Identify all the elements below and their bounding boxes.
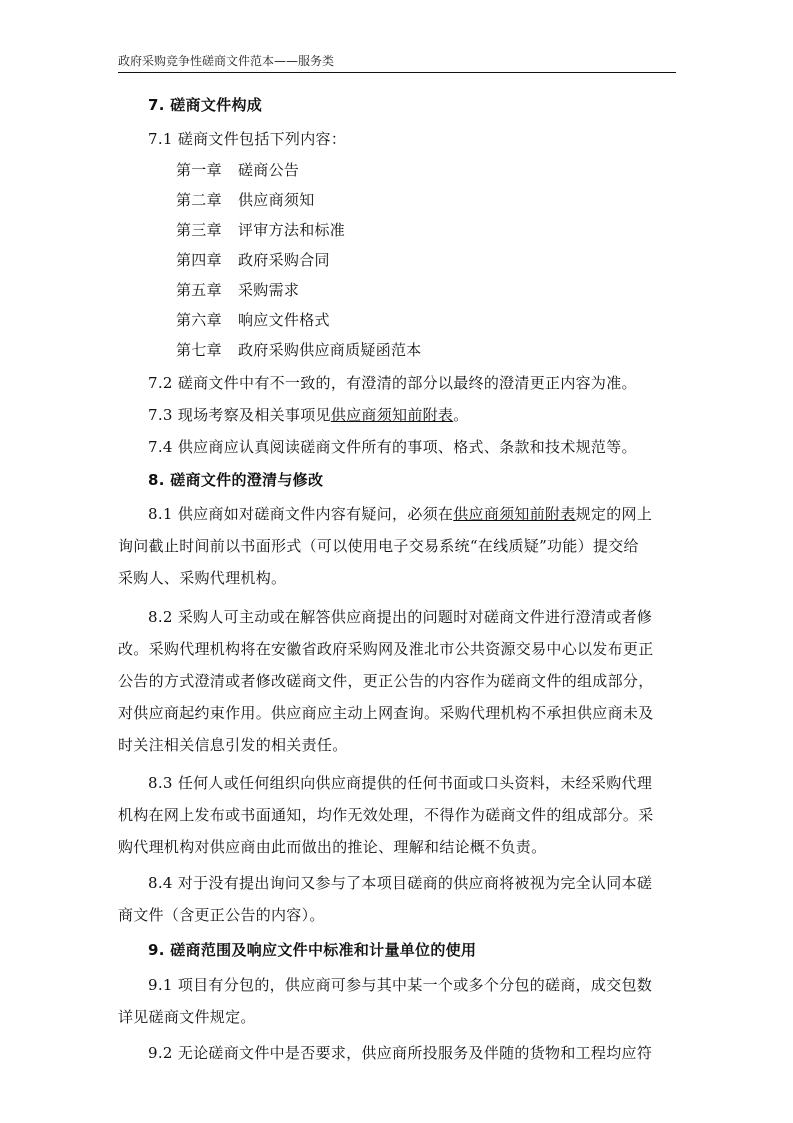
section-9-heading: 9. 磋商范围及响应文件中标准和计量单位的使用: [148, 941, 477, 959]
paragraph-9-2: 9.2 无论磋商文件中是否要求，供应商所投服务及伴随的货物和工程均应符: [148, 1044, 653, 1062]
section-7-heading: 7. 磋商文件构成: [148, 96, 263, 114]
paragraph-8-3-line: 机构在网上发布或书面通知，均作无效处理，不得作为磋商文件的组成部分。采: [118, 806, 654, 824]
chapter-item: 第一章 磋商公告: [176, 161, 300, 179]
chapter-item: 第四章 政府采购合同: [176, 251, 330, 269]
paragraph-8-1-line: 询问截止时间前以书面形式（可以使用电子交易系统“在线质疑”功能）提交给: [118, 537, 639, 555]
chapter-item: 第三章 评审方法和标准: [176, 221, 346, 239]
section-8-heading: 8. 磋商文件的澄清与修改: [148, 471, 324, 489]
chapter-item: 第二章 供应商须知: [176, 191, 315, 209]
paragraph-8-3: 8.3 任何人或任何组织向供应商提供的任何书面或口头资料，未经采购代理: [148, 774, 653, 792]
paragraph-8-3-line: 购代理机构对供应商由此而做出的推论、理解和结论概不负责。: [118, 838, 547, 856]
paragraph-9-1: 9.1 项目有分包的，供应商可参与其中某一个或多个分包的磋商，成交包数: [148, 976, 653, 994]
paragraph-8-2-line: 对供应商起约束作用。供应商应主动上网查询。采购代理机构不承担供应商未及: [118, 704, 654, 722]
pre-table-link[interactable]: 供应商须知前附表: [453, 505, 576, 523]
paragraph-8-1-line: 采购人、采购代理机构。: [118, 569, 287, 587]
chapter-item: 第五章 采购需求: [176, 281, 300, 299]
paragraph-8-4: 8.4 对于没有提出询问又参与了本项目磋商的供应商将被视为完全认同本磋: [148, 874, 653, 892]
paragraph-7-4: 7.4 供应商应认真阅读磋商文件所有的事项、格式、条款和技术规范等。: [148, 438, 637, 456]
paragraph-8-2-line: 时关注相关信息引发的相关责任。: [118, 736, 348, 754]
paragraph-7-1: 7.1 磋商文件包括下列内容：: [148, 130, 347, 148]
paragraph-8-2: 8.2 采购人可主动或在解答供应商提出的问题时对磋商文件进行澄清或者修: [148, 608, 653, 626]
paragraph-8-1: 8.1 供应商如对磋商文件内容有疑问，必须在供应商须知前附表规定的网上: [148, 505, 653, 523]
pre-table-link[interactable]: 供应商须知前附表: [330, 406, 454, 424]
paragraph-8-2-line: 公告的方式澄清或者修改磋商文件，更正公告的内容作为磋商文件的组成部分，: [118, 672, 654, 690]
chapter-item: 第七章 政府采购供应商质疑函范本: [176, 341, 422, 359]
chapter-item: 第六章 响应文件格式: [176, 311, 330, 329]
header-divider: [118, 72, 676, 73]
paragraph-8-2-line: 改。采购代理机构将在安徽省政府采购网及淮北市公共资源交易中心以发布更正: [118, 640, 654, 658]
paragraph-8-4-line: 商文件（含更正公告的内容）。: [118, 906, 325, 924]
paragraph-9-1-line: 详见磋商文件规定。: [118, 1008, 256, 1026]
paragraph-7-3: 7.3 现场考察及相关事项见供应商须知前附表。: [148, 406, 469, 424]
paragraph-7-2: 7.2 磋商文件中有不一致的，有澄清的部分以最终的澄清更正内容为准。: [148, 374, 637, 392]
page-header: 政府采购竞争性磋商文件范本——服务类: [118, 54, 335, 68]
